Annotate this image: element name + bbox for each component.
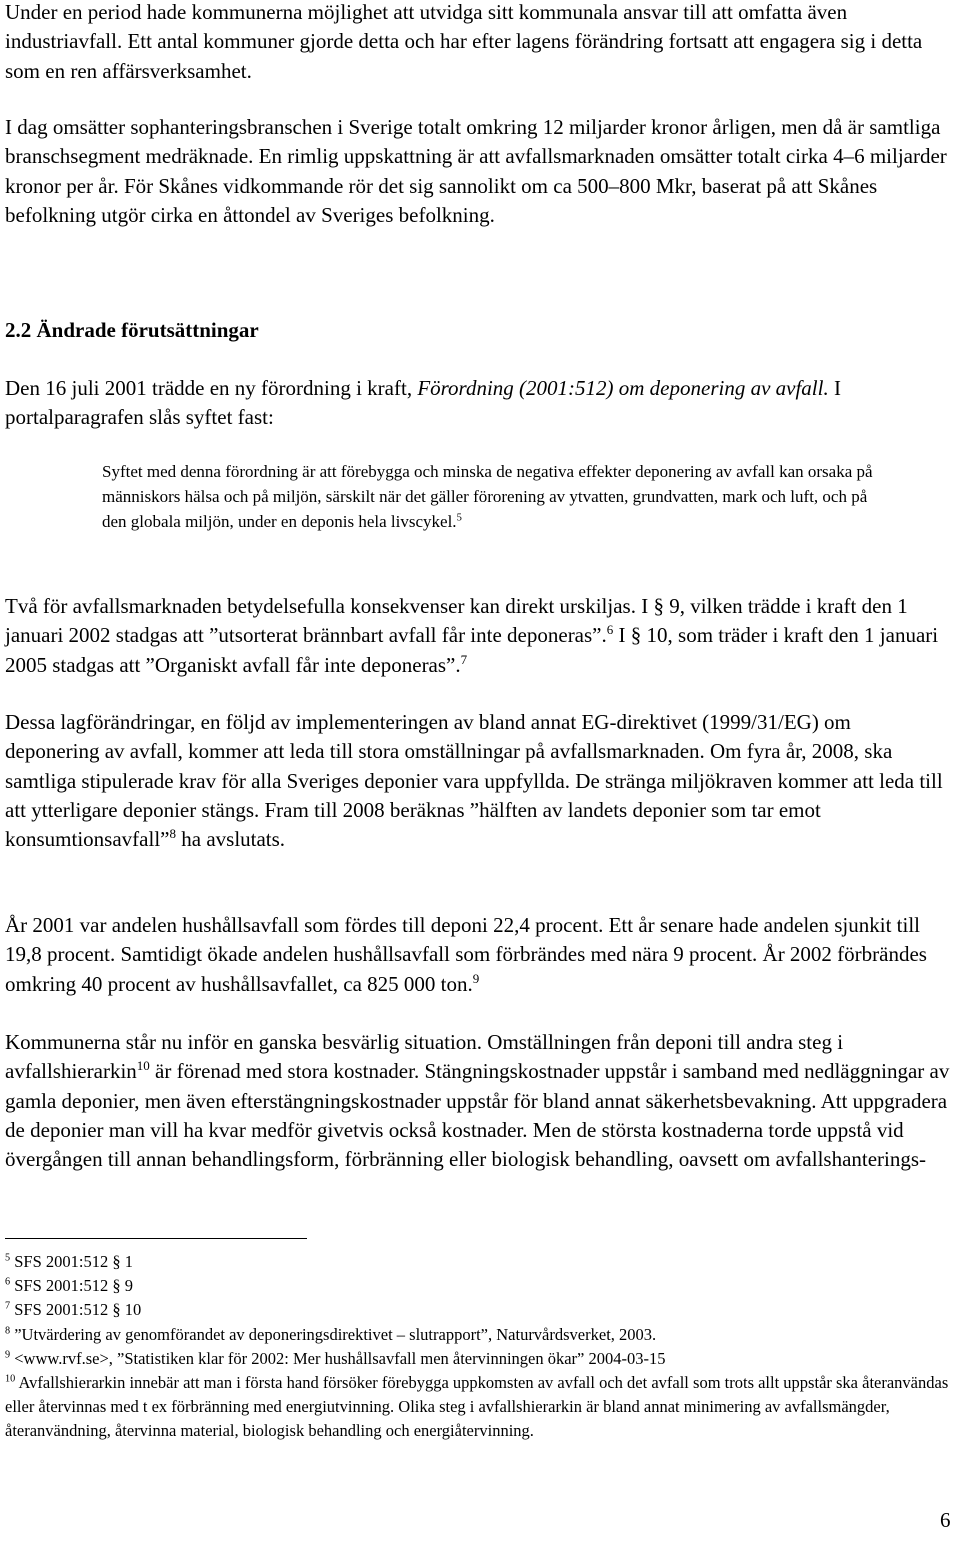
footnote-6 [5, 1274, 950, 1298]
footnote-7 [5, 1298, 950, 1322]
block-quote [102, 459, 882, 535]
footnote-5 [5, 1250, 950, 1274]
footnote-text: <www.rvf.se>, ”Statistiken klar för 2002: Mer hushållsavfall men återvinningen ökar” 2004-03-15 [14, 1348, 666, 1368]
paragraph-kommunerna [5, 1028, 950, 1174]
forordning-text-b: I portalparagrafen slås syftet fast: [5, 376, 841, 430]
section-heading: 2.2 Ändrade förutsättningar [5, 318, 259, 342]
paragraph-konsekvenser [5, 592, 950, 680]
footnotes [5, 1250, 950, 1444]
footnote-ref-9[interactable]: 9 [472, 970, 480, 986]
footnote-number: 6 [5, 1276, 11, 1288]
paragraph-forordning [5, 374, 950, 433]
footnote-text: SFS 2001:512 § 10 [14, 1300, 142, 1320]
forordning-text-a: Den 16 juli 2001 trädde en ny förordning i kraft, [5, 376, 418, 400]
footnote-number: 9 [5, 1349, 11, 1361]
footnote-number: 5 [5, 1252, 11, 1264]
lagforandringar-text-a: Dessa lagförändringar, en följd av implementeringen av bland annat EG-direktivet (1999/31/EG) om deponering av avfall, kommer att leda till stora omställningar på avfallsmarknaden. Om fyra år, 2008, ska samtliga stipulerade krav för alla Sveriges deponier vara uppfyllda. De stränga miljökraven kommer att leda till att ytterligare deponier stängs. Fram till 2008 beräknas ”hälften av landets deponier som tar emot konsumtionsavfall” [5, 710, 943, 852]
footnote-number: 10 [5, 1373, 16, 1385]
footnote-10 [5, 1371, 950, 1444]
footnote-9 [5, 1347, 950, 1371]
footnote-ref-8[interactable]: 8 [169, 826, 176, 842]
footnote-text: Avfallshierarkin innebär att man i första hand försöker förebygga uppkomsten av avfall och det avfall som trots allt uppstår ska återanvändas eller återvinnas med t ex förbränning med energiutvinning. Olika steg i avfallshierarkin är bland annat minimering av avfallsmängder, återanvändning, återvinna material, biologisk behandling och energiåtervinning. [5, 1373, 949, 1441]
footnote-number: 7 [5, 1300, 11, 1312]
footnote-ref-5[interactable]: 5 [456, 512, 462, 524]
lagforandringar-text-b: ha avslutats. [176, 827, 286, 852]
footnote-divider [5, 1238, 307, 1239]
kommunerna-text-a: Kommunerna står nu inför en ganska besvärlig situation. Omställningen från deponi till andra steg i avfallshierarkin [5, 1030, 844, 1084]
hushallsavfall-text: År 2001 var andelen hushållsavfall som fördes till deponi 22,4 procent. Ett år senare hade andelen sjunkit till 19,8 procent. Samtidigt ökade andelen hushållsavfall som förbrändes med nära 9 procent. År 2002 förbrändes omkring 40 procent av hushållsavfallet, ca 825 000 ton. [5, 913, 927, 996]
footnote-ref-6[interactable]: 6 [606, 622, 614, 638]
quote-text: Syftet med denna förordning är att förebygga och minska de negativa effekter deponering av avfall kan orsaka på människors hälsa och på miljön, särskilt när det gäller förorening av ytvatten, grundvatten, mark och luft, och på den globala miljön, under en deponis hela livscykel. [102, 462, 873, 532]
forordning-title: Förordning (2001:512) om deponering av avfall. [417, 376, 829, 400]
footnote-ref-10[interactable]: 10 [136, 1058, 150, 1074]
konsekvenser-text-b: I § 10, som träder i kraft den 1 januari 2005 stadgas att ”Organiskt avfall får inte deponeras”. [5, 623, 939, 677]
paragraph-lagforandringar [5, 708, 950, 854]
kommunerna-text-b: är förenad med stora kostnader. Stängningskostnader uppstår i samband med nedläggningar av gamla deponier, men även efterstängningskostnader uppstår för bland annat säkerhetsbevakning. Att uppgradera de deponier man vill ha kvar medför givetvis också kostnader. Men de största kostnaderna torde uppstå vid övergången till annan behandlingsform, förbränning eller biologisk behandling, oavsett om avfallshanterings- [5, 1059, 950, 1172]
footnote-number: 8 [5, 1325, 11, 1337]
footnote-text: SFS 2001:512 § 1 [14, 1252, 133, 1271]
page-number: 6 [940, 1508, 951, 1532]
paragraph-hushallsavfall [5, 911, 950, 999]
paragraph-industriavfall: Under en period hade kommunerna möjlighet att utvidga sitt kommunala ansvar till att omfatta även industriavfall. Ett antal kommuner gjorde detta och har efter lagens förändring fortsatt att engagera sig i detta som en ren affärsverksamhet. [5, 0, 923, 83]
footnote-ref-7[interactable]: 7 [460, 651, 468, 667]
footnote-8 [5, 1323, 950, 1347]
paragraph-omsattning: I dag omsätter sophanteringsbranschen i Sverige totalt omkring 12 miljarder kronor årligen, men då är samtliga branschsegment medräknade. En rimlig uppskattning är att avfallsmarknaden omsätter totalt cirka 4–6 miljarder kronor per år. För Skånes vidkommande rör det sig sannolikt om ca 500–800 Mkr, baserat på att Skånes befolkning utgör cirka en åttondel av Sveriges befolkning. [5, 115, 947, 227]
konsekvenser-text-a: Två för avfallsmarknaden betydelsefulla konsekvenser kan direkt urskiljas. I § 9, vilken trädde i kraft den 1 januari 2002 stadgas att ”utsorterat brännbart avfall får inte deponeras”. [5, 594, 908, 648]
footnote-text: ”Utvärdering av genomförandet av deponeringsdirektivet – slutrapport”, Naturvårdsverket, 2003. [14, 1324, 657, 1344]
footnote-text: SFS 2001:512 § 9 [14, 1276, 133, 1296]
